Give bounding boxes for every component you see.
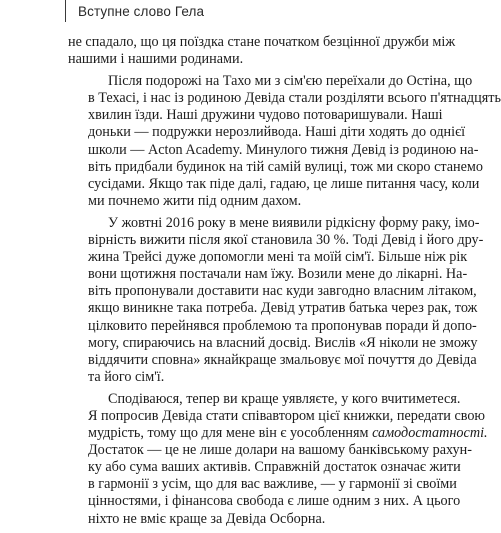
text-line: ніхто не вміє краще за Девіда Осборна. [88,510,326,527]
text-line: Після подорожі на Тахо ми з сім'єю переїхали до Остіна, що [108,73,473,90]
text-line: нашими і нашими родинами. [68,51,244,68]
text-line: доньки — подружки нерозлийвода. Наші діти ходять до однієї [88,124,466,141]
text-line: хвилин їзди. Наші дружини чудово потоваришували. Наші [88,107,443,124]
paragraph-1 [68,34,456,68]
text-line: віть пропонували доставити нас куди завгодно власним літаком, [88,283,477,300]
text-line: віддячити сповна» якнайкраще змальовує мої почуття до Девіда [88,351,477,368]
text-line: могу, спираючись на власний досвід. Вислів «Я ніколи не зможу [88,334,478,351]
text-line: цілковито перейнявся проблемою та пропонував поради й допо- [88,317,477,334]
emphasized-word: самодостатності. [372,425,488,442]
paragraph-3 [68,214,484,386]
text-line: У жовтні 2016 року в мене виявили рідкісну форму раку, імо- [108,214,480,231]
text-line: віть придбали будинок на тій самій вулиці, тож ми скоро станемо [88,158,484,175]
text-line: ку або сума ваших активів. Справжній достаток означає жити [88,459,461,476]
text-line: та його сім'ї. [88,368,165,385]
text-segment: мудрість, тому що для мене він є уособленням [88,425,373,442]
text-line: школи — Acton Academy. Минулого тижня Девід із родиною на- [88,141,479,158]
text-line: Достаток — це не лише долари на вашому банківському рахун- [88,442,472,459]
header-divider [65,0,66,22]
body-text [68,34,501,533]
text-line-with-emphasis [68,425,488,442]
text-line: жина Трейсі дуже допомогли мені та моїй сім'ї. Більше ніж рік [88,249,468,266]
running-header: Вступне слово Гела [78,4,205,19]
paragraph-4 [68,390,488,528]
text-line: вірність вижити після якої становила 30 %. Тоді Девід і його дру- [88,232,484,249]
text-line: Сподіваюся, тепер ви краще уявляєте, у кого вчитиметеся. [108,390,461,407]
text-line: Я попросив Девіда стати співавтором цієї книжки, передати свою [88,407,486,424]
text-line: в Техасі, і нас із родиною Девіда стали розділяти всього п'ятнадцять [88,90,501,107]
text-line: в гармонії з усім, що для вас важливе, — у гармонії зі своїми [88,476,457,493]
paragraph-2 [68,73,501,210]
text-line: якщо виникне така потреба. Девід утратив батька через рак, тож [88,300,478,317]
text-line: вони щотижня постачали нам їжу. Возили мене до лікарні. На- [88,266,468,283]
text-line: сусідами. Якщо так піде далі, гадаю, це лише питання часу, коли [88,175,480,192]
text-line: цінностями, і фінансова свобода є лише одним з них. А цього [88,493,461,510]
text-line: не спадало, що ця поїздка стане початком безцінної дружби між [68,34,456,50]
text-line: ми почнемо жити під одним дахом. [88,192,302,209]
